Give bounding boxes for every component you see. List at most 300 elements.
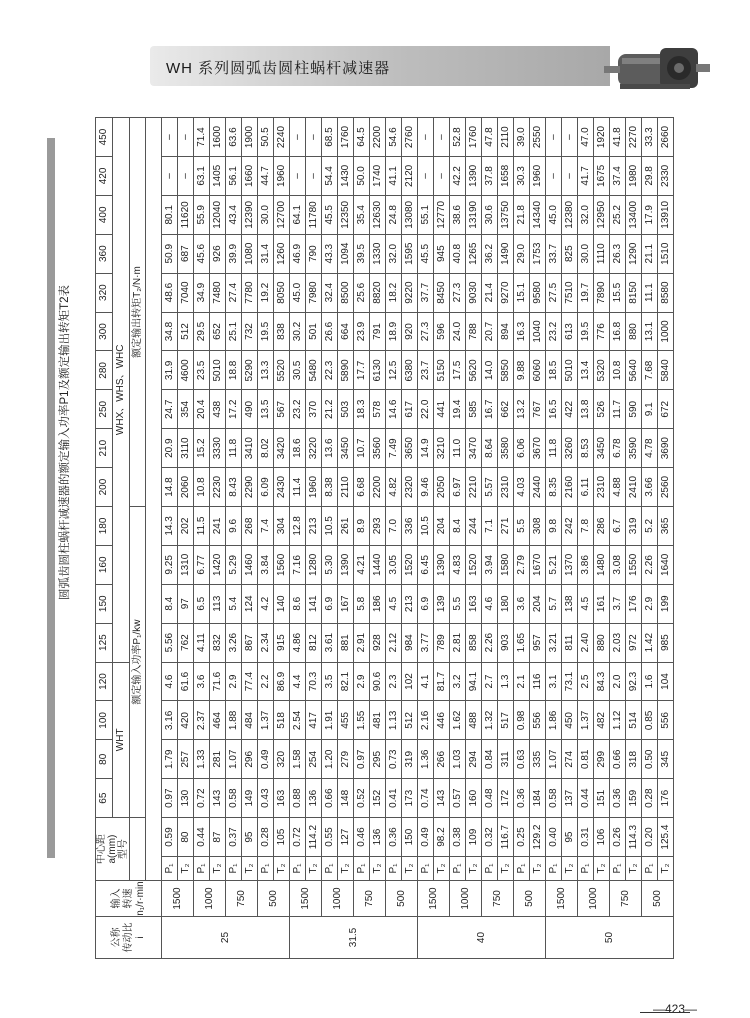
value-cell: 242: [562, 506, 578, 545]
value-cell: 14.9: [418, 429, 434, 468]
value-cell: 149: [242, 779, 258, 818]
value-cell: 130: [178, 779, 194, 818]
value-cell: 1550: [626, 545, 642, 584]
center-distance-cell: 180: [96, 506, 113, 545]
torque-symbol: T₂: [370, 857, 386, 881]
value-cell: 3450: [594, 429, 610, 468]
value-cell: 7.68: [642, 351, 658, 390]
value-cell: 984: [402, 623, 418, 662]
value-cell: 2.12: [386, 623, 402, 662]
value-cell: 29.8: [642, 156, 658, 195]
table-row: [258, 118, 274, 959]
value-cell: –: [290, 156, 306, 195]
speed-cell: 1500: [546, 881, 578, 917]
value-cell: 6.97: [450, 468, 466, 507]
value-cell: 27.3: [450, 273, 466, 312]
value-cell: 4.03: [514, 468, 530, 507]
torque-symbol: T₂: [530, 857, 546, 881]
value-cell: 16.7: [482, 390, 498, 429]
value-cell: 1310: [178, 545, 194, 584]
value-cell: –: [562, 156, 578, 195]
value-cell: 422: [562, 390, 578, 429]
center-distance-cell: 360: [96, 234, 113, 273]
value-cell: 1920: [594, 118, 610, 157]
value-cell: 47.0: [578, 118, 594, 157]
value-cell: 687: [178, 234, 194, 273]
value-cell: 18.8: [226, 351, 242, 390]
value-cell: 6.9: [322, 584, 338, 623]
value-cell: 2320: [402, 468, 418, 507]
value-cell: 241: [210, 506, 226, 545]
value-cell: 788: [466, 312, 482, 351]
value-cell: 19.5: [578, 312, 594, 351]
value-cell: 87: [210, 818, 226, 857]
value-cell: 29.0: [514, 234, 530, 273]
value-cell: 11.0: [450, 429, 466, 468]
value-cell: –: [178, 118, 194, 157]
value-cell: 63.1: [194, 156, 210, 195]
torque-symbol: T₂: [274, 857, 290, 881]
value-cell: 13.1: [642, 312, 658, 351]
value-cell: 44.7: [258, 156, 274, 195]
value-cell: 2.26: [482, 623, 498, 662]
value-cell: 1.33: [194, 740, 210, 779]
value-cell: 2.9: [642, 584, 658, 623]
value-cell: 0.85: [642, 701, 658, 740]
value-cell: 1040: [530, 312, 546, 351]
value-cell: 82.1: [338, 662, 354, 701]
value-cell: 790: [306, 234, 322, 273]
value-cell: 0.48: [482, 779, 498, 818]
value-cell: 484: [242, 701, 258, 740]
speed-cell: 1500: [162, 881, 194, 917]
value-cell: 335: [530, 740, 546, 779]
value-cell: 2.26: [642, 545, 658, 584]
value-cell: 7980: [306, 273, 322, 312]
value-cell: 45.6: [194, 234, 210, 273]
value-cell: 11.1: [642, 273, 658, 312]
value-cell: 1430: [338, 156, 354, 195]
value-cell: 7.1: [482, 506, 498, 545]
value-cell: 8.02: [258, 429, 274, 468]
value-cell: 95: [242, 818, 258, 857]
value-cell: 39.5: [354, 234, 370, 273]
value-cell: 13400: [626, 195, 642, 234]
value-cell: 11.7: [610, 390, 626, 429]
value-cell: 43.4: [226, 195, 242, 234]
value-cell: 2270: [626, 118, 642, 157]
value-cell: 0.72: [194, 779, 210, 818]
value-cell: 21.1: [642, 234, 658, 273]
value-cell: 1520: [402, 545, 418, 584]
value-cell: 2.7: [482, 662, 498, 701]
value-cell: 3.08: [610, 545, 626, 584]
value-cell: 880: [626, 312, 642, 351]
value-cell: 16.5: [546, 390, 562, 429]
value-cell: 0.44: [578, 779, 594, 818]
value-cell: 15.2: [194, 429, 210, 468]
value-cell: 68.5: [322, 118, 338, 157]
value-cell: 137: [562, 779, 578, 818]
value-cell: 299: [594, 740, 610, 779]
value-cell: 295: [370, 740, 386, 779]
table-row: [642, 118, 658, 959]
center-distance-cell: 100: [96, 701, 113, 740]
value-cell: –: [562, 118, 578, 157]
value-cell: 6.11: [578, 468, 594, 507]
header-spacer: [146, 118, 162, 881]
side-rule: [47, 138, 55, 858]
value-cell: 86.9: [274, 662, 290, 701]
power-symbol: P₁: [482, 857, 498, 881]
value-cell: 3.16: [162, 701, 178, 740]
value-cell: 173: [402, 779, 418, 818]
value-cell: 811: [562, 623, 578, 662]
value-cell: 1265: [466, 234, 482, 273]
value-cell: 1900: [242, 118, 258, 157]
value-cell: 8580: [658, 273, 674, 312]
value-cell: 1520: [466, 545, 482, 584]
value-cell: 1.3: [498, 662, 514, 701]
value-cell: 0.73: [386, 740, 402, 779]
speed-cell: 500: [386, 881, 418, 917]
value-cell: 0.63: [514, 740, 530, 779]
value-cell: 0.37: [226, 818, 242, 857]
value-cell: 8.53: [578, 429, 594, 468]
torque-label: 额定输出转矩T₂/N·m: [130, 118, 146, 507]
value-cell: 90.6: [370, 662, 386, 701]
value-cell: 10.5: [418, 506, 434, 545]
value-cell: 464: [210, 701, 226, 740]
value-cell: 2440: [530, 468, 546, 507]
table-row: [194, 118, 210, 959]
value-cell: 45.5: [322, 195, 338, 234]
value-cell: 50.9: [162, 234, 178, 273]
header-spacer: [130, 818, 146, 881]
value-cell: 186: [370, 584, 386, 623]
value-cell: 1260: [274, 234, 290, 273]
value-cell: 1.20: [322, 740, 338, 779]
value-cell: 2200: [370, 468, 386, 507]
title-banner: [150, 46, 610, 86]
value-cell: 180: [498, 584, 514, 623]
col-ratio-header: 公称 传动比 i: [96, 917, 162, 959]
table-row: [594, 118, 610, 959]
value-cell: 2.2: [258, 662, 274, 701]
value-cell: 1.55: [354, 701, 370, 740]
value-cell: 1.36: [418, 740, 434, 779]
value-cell: 0.97: [354, 740, 370, 779]
value-cell: 446: [434, 701, 450, 740]
value-cell: 2310: [594, 468, 610, 507]
speed-cell: 500: [642, 881, 674, 917]
value-cell: 5480: [306, 351, 322, 390]
value-cell: 8150: [626, 273, 642, 312]
value-cell: 27.3: [418, 312, 434, 351]
value-cell: 11.8: [546, 429, 562, 468]
value-cell: 3.05: [386, 545, 402, 584]
value-cell: 2550: [530, 118, 546, 157]
power-symbol: P₁: [418, 857, 434, 881]
value-cell: 3560: [370, 429, 386, 468]
value-cell: 151: [594, 779, 610, 818]
value-cell: –: [290, 118, 306, 157]
value-cell: 3690: [658, 429, 674, 468]
value-cell: 2110: [338, 468, 354, 507]
center-distance-cell: 200: [96, 468, 113, 507]
power-symbol: P₁: [258, 857, 274, 881]
value-cell: 336: [402, 506, 418, 545]
torque-symbol: T₂: [178, 857, 194, 881]
value-cell: 12390: [242, 195, 258, 234]
value-cell: 136: [370, 818, 386, 857]
power-symbol: P₁: [162, 857, 178, 881]
value-cell: 7.0: [386, 506, 402, 545]
value-cell: 21.8: [514, 195, 530, 234]
value-cell: –: [434, 156, 450, 195]
table-row: [226, 118, 242, 959]
value-cell: 20.7: [482, 312, 498, 351]
value-cell: 8.38: [322, 468, 338, 507]
value-cell: 81.7: [434, 662, 450, 701]
value-cell: 30.0: [258, 195, 274, 234]
value-cell: 257: [178, 740, 194, 779]
value-cell: 1000: [658, 312, 674, 351]
value-cell: 14.6: [386, 390, 402, 429]
value-cell: 271: [498, 506, 514, 545]
value-cell: 163: [466, 584, 482, 623]
value-cell: 662: [498, 390, 514, 429]
value-cell: 13910: [658, 195, 674, 234]
value-cell: 32.0: [578, 195, 594, 234]
value-cell: 254: [306, 740, 322, 779]
value-cell: 596: [434, 312, 450, 351]
value-cell: 1.42: [642, 623, 658, 662]
value-cell: 2230: [210, 468, 226, 507]
value-cell: 8820: [370, 273, 386, 312]
value-cell: 27.4: [226, 273, 242, 312]
value-cell: 9.6: [226, 506, 242, 545]
value-cell: 20.4: [194, 390, 210, 429]
value-cell: 3.21: [546, 623, 562, 662]
value-cell: 17.5: [450, 351, 466, 390]
value-cell: 1595: [402, 234, 418, 273]
torque-symbol: T₂: [242, 857, 258, 881]
value-cell: 33.3: [642, 118, 658, 157]
torque-symbol: T₂: [562, 857, 578, 881]
value-cell: 9030: [466, 273, 482, 312]
value-cell: 365: [658, 506, 674, 545]
value-cell: 920: [402, 312, 418, 351]
value-cell: 3670: [530, 429, 546, 468]
value-cell: 1370: [562, 545, 578, 584]
value-cell: 556: [658, 701, 674, 740]
value-cell: 204: [434, 506, 450, 545]
value-cell: 1600: [210, 118, 226, 157]
value-cell: 3.66: [642, 468, 658, 507]
speed-cell: 500: [514, 881, 546, 917]
power-symbol: P₁: [642, 857, 658, 881]
value-cell: 98.2: [434, 818, 450, 857]
center-distance-cell: 80: [96, 740, 113, 779]
value-cell: 45.0: [290, 273, 306, 312]
value-cell: 481: [370, 701, 386, 740]
value-cell: 5520: [274, 351, 290, 390]
value-cell: 518: [274, 701, 290, 740]
value-cell: 6130: [370, 351, 386, 390]
value-cell: 4.2: [258, 584, 274, 623]
value-cell: 204: [530, 584, 546, 623]
value-cell: 2120: [402, 156, 418, 195]
value-cell: 5.21: [546, 545, 562, 584]
value-cell: 10.5: [322, 506, 338, 545]
value-cell: 1.79: [162, 740, 178, 779]
value-cell: 1.6: [642, 662, 658, 701]
value-cell: 41.1: [386, 156, 402, 195]
speed-cell: 750: [226, 881, 258, 917]
torque-symbol: T₂: [210, 857, 226, 881]
value-cell: 8.4: [450, 506, 466, 545]
value-cell: 5890: [338, 351, 354, 390]
value-cell: 34.8: [162, 312, 178, 351]
value-cell: 279: [338, 740, 354, 779]
value-cell: 30.6: [482, 195, 498, 234]
value-cell: 858: [466, 623, 482, 662]
value-cell: 8.64: [482, 429, 498, 468]
torque-symbol: T₂: [402, 857, 418, 881]
value-cell: 0.31: [578, 818, 594, 857]
value-cell: 5010: [210, 351, 226, 390]
value-cell: 0.97: [162, 779, 178, 818]
value-cell: 9.88: [514, 351, 530, 390]
value-cell: 0.40: [546, 818, 562, 857]
value-cell: 30.3: [514, 156, 530, 195]
value-cell: 37.7: [418, 273, 434, 312]
value-cell: 12.8: [290, 506, 306, 545]
rating-table-grid: [95, 117, 674, 959]
value-cell: 4600: [178, 351, 194, 390]
value-cell: 2310: [498, 468, 514, 507]
value-cell: 294: [466, 740, 482, 779]
value-cell: 95: [562, 818, 578, 857]
value-cell: 18.9: [386, 312, 402, 351]
value-cell: 140: [274, 584, 290, 623]
value-cell: 1675: [594, 156, 610, 195]
value-cell: 25.1: [226, 312, 242, 351]
value-cell: 63.6: [226, 118, 242, 157]
power-label: 额定输入功率P₁/kw: [130, 506, 146, 817]
torque-symbol: T₂: [498, 857, 514, 881]
value-cell: 1330: [370, 234, 386, 273]
value-cell: 2410: [626, 468, 642, 507]
value-cell: 2760: [402, 118, 418, 157]
value-cell: 1.58: [290, 740, 306, 779]
value-cell: 13750: [498, 195, 514, 234]
value-cell: 8500: [338, 273, 354, 312]
value-cell: 1560: [274, 545, 290, 584]
value-cell: 1094: [338, 234, 354, 273]
value-cell: 11780: [306, 195, 322, 234]
value-cell: 1960: [306, 468, 322, 507]
value-cell: 16.8: [610, 312, 626, 351]
value-cell: 39.9: [226, 234, 242, 273]
value-cell: 7.8: [578, 506, 594, 545]
table-row: [306, 118, 322, 959]
value-cell: 0.38: [450, 818, 466, 857]
value-cell: 14.0: [482, 351, 498, 390]
value-cell: 1.03: [450, 740, 466, 779]
value-cell: 6.09: [258, 468, 274, 507]
value-cell: 15.1: [514, 273, 530, 312]
page-title: WH 系列圆弧齿圆柱蜗杆减速器: [166, 60, 391, 77]
value-cell: 22.3: [322, 351, 338, 390]
power-symbol: P₁: [450, 857, 466, 881]
value-cell: 23.7: [418, 351, 434, 390]
center-distance-cell: 300: [96, 312, 113, 351]
power-symbol: P₁: [194, 857, 210, 881]
value-cell: 5.4: [226, 584, 242, 623]
value-cell: 4.21: [354, 545, 370, 584]
value-cell: 14.8: [162, 468, 178, 507]
table-row: [466, 118, 482, 959]
value-cell: 1440: [370, 545, 386, 584]
value-cell: 15.5: [610, 273, 626, 312]
value-cell: 114.3: [626, 818, 642, 857]
value-cell: 17.9: [642, 195, 658, 234]
value-cell: 8.9: [354, 506, 370, 545]
value-cell: 1390: [466, 156, 482, 195]
value-cell: 281: [210, 740, 226, 779]
value-cell: 7480: [210, 273, 226, 312]
value-cell: 5620: [466, 351, 482, 390]
table-row: [322, 118, 338, 959]
center-distance-cell: 250: [96, 390, 113, 429]
value-cell: 791: [370, 312, 386, 351]
speed-cell: 750: [610, 881, 642, 917]
value-cell: 2330: [658, 156, 674, 195]
value-cell: 4.82: [386, 468, 402, 507]
value-cell: 22.0: [418, 390, 434, 429]
value-cell: 556: [530, 701, 546, 740]
value-cell: 25.2: [610, 195, 626, 234]
value-cell: 0.25: [514, 818, 530, 857]
value-cell: 64.5: [354, 118, 370, 157]
value-cell: 18.3: [354, 390, 370, 429]
torque-symbol: T₂: [626, 857, 642, 881]
value-cell: 13190: [466, 195, 482, 234]
value-cell: 1110: [594, 234, 610, 273]
value-cell: 0.72: [290, 818, 306, 857]
value-cell: 176: [658, 779, 674, 818]
value-cell: 0.88: [290, 779, 306, 818]
value-cell: 34.9: [194, 273, 210, 312]
value-cell: 8.4: [162, 584, 178, 623]
table-row: [450, 118, 466, 959]
value-cell: 2.9: [354, 662, 370, 701]
value-cell: 319: [626, 506, 642, 545]
value-cell: 1.37: [578, 701, 594, 740]
value-cell: 1660: [242, 156, 258, 195]
value-cell: 1670: [530, 545, 546, 584]
value-cell: 1480: [594, 545, 610, 584]
value-cell: 0.66: [322, 779, 338, 818]
value-cell: 37.8: [482, 156, 498, 195]
value-cell: 1.37: [258, 701, 274, 740]
value-cell: 0.49: [258, 740, 274, 779]
value-cell: 23.2: [546, 312, 562, 351]
table-row: [162, 118, 178, 959]
value-cell: 3580: [498, 429, 514, 468]
